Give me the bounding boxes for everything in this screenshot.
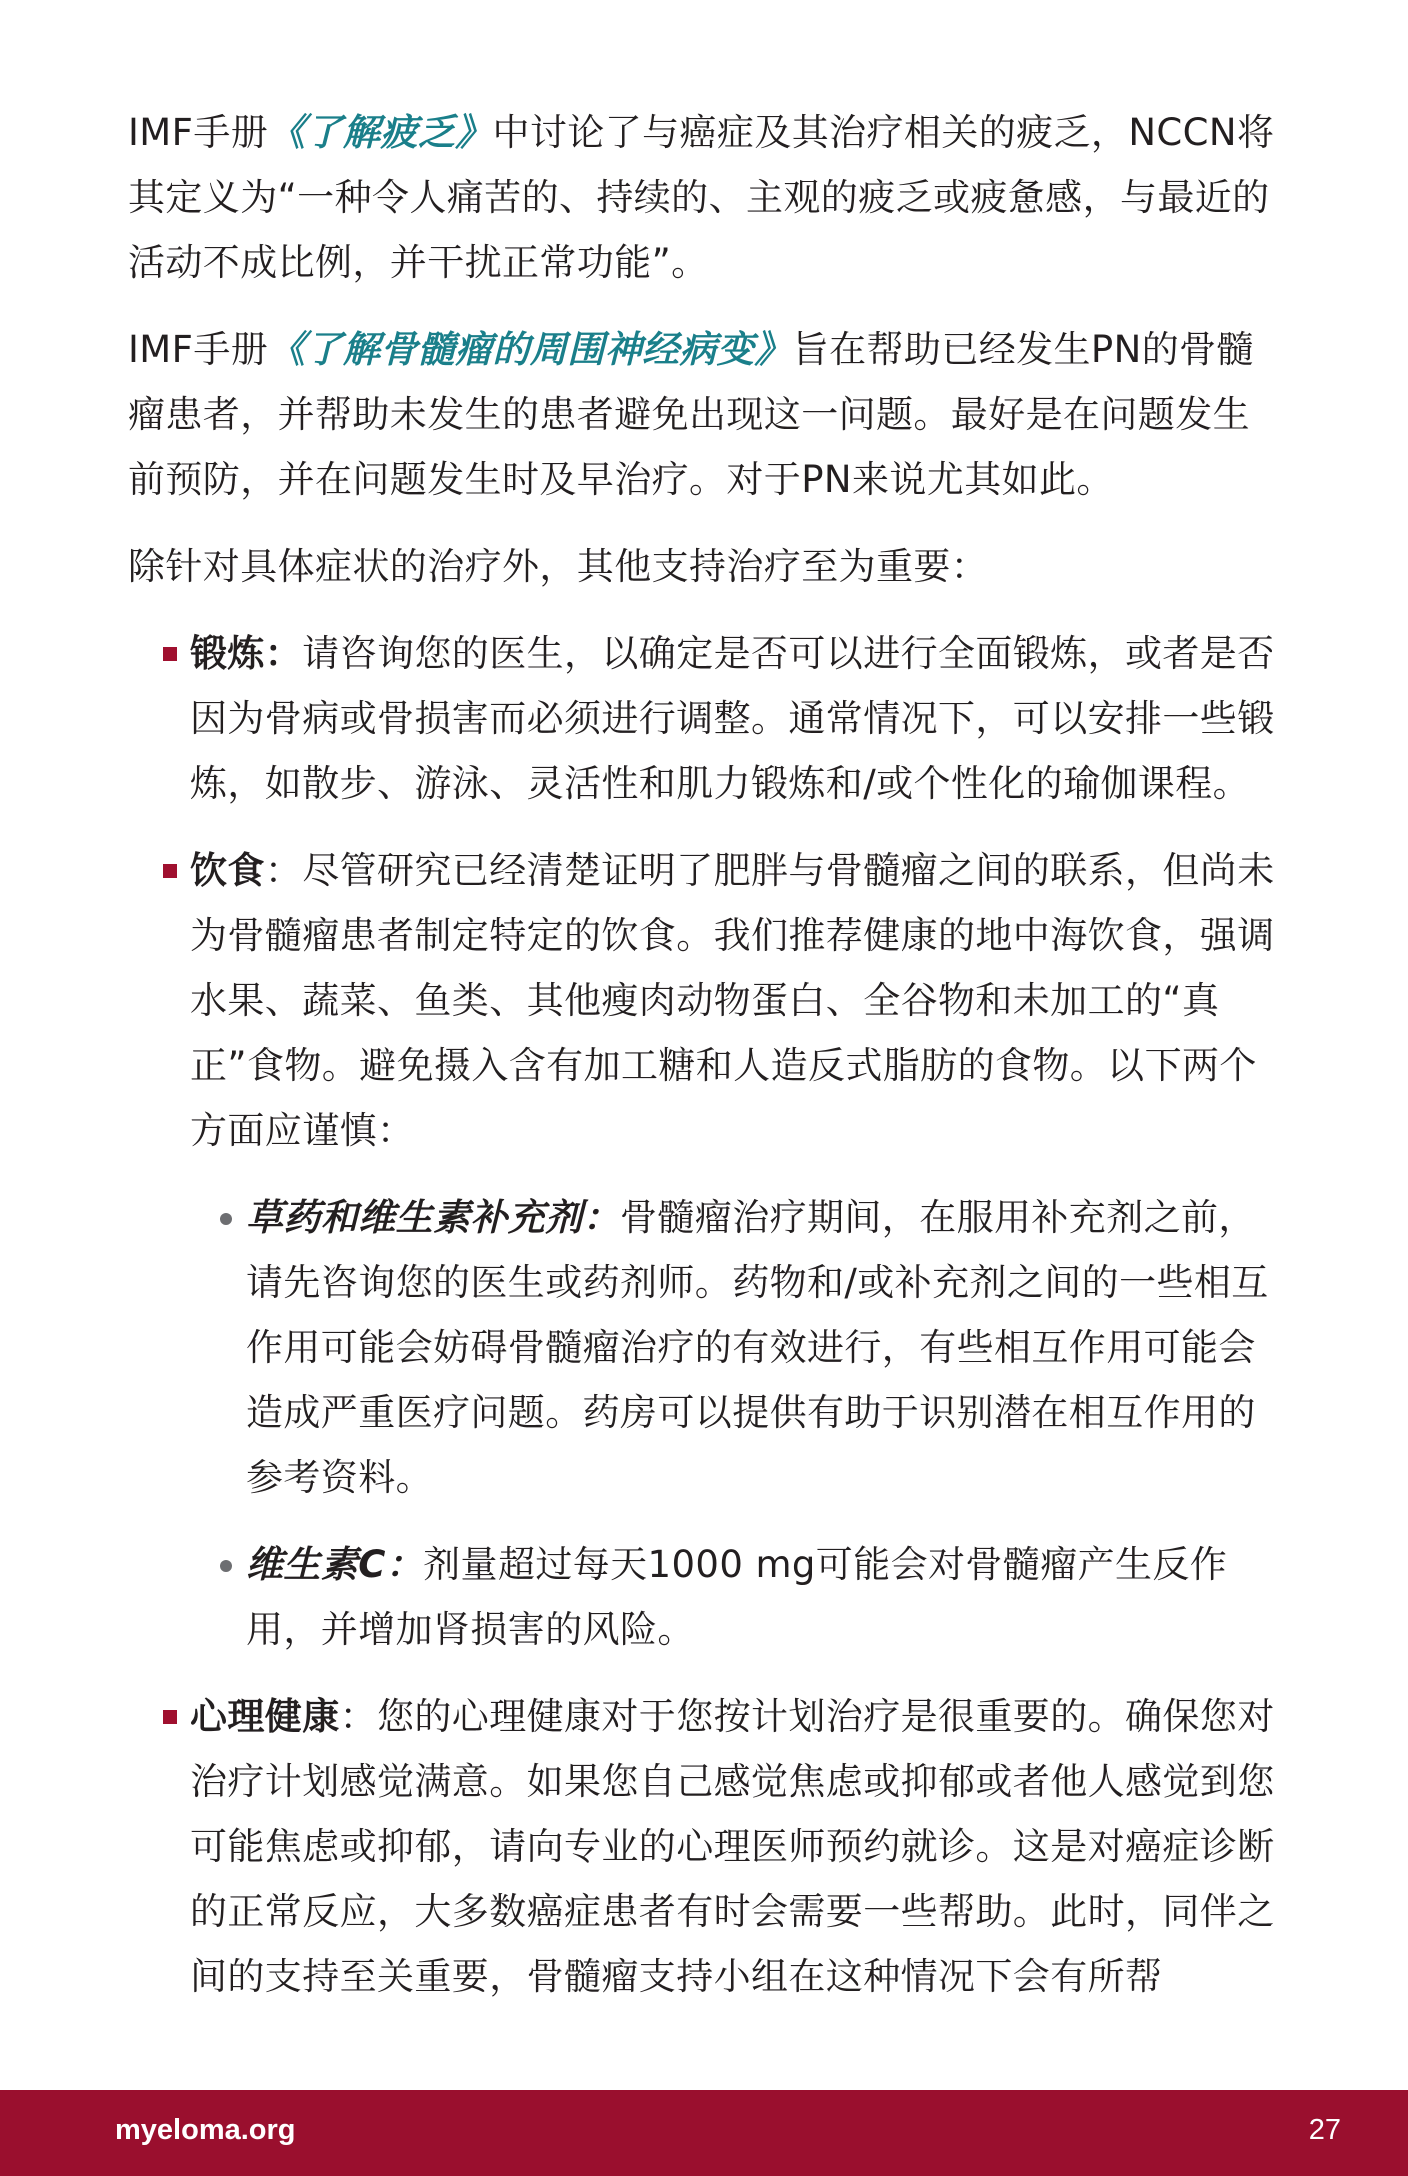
bullet-dot-icon xyxy=(220,1560,232,1572)
sub-bullet-term: 维生素C： xyxy=(246,1543,424,1586)
page-number: 27 xyxy=(1308,2114,1341,2146)
bullet-text: 请咨询您的医生，以确定是否可以进行全面锻炼，或者是否因为骨病或骨损害而必须进行调整。通常情况下，可以安排一些锻炼，如散步、游泳、灵活性和肌力锻炼和/或个性化的瑜伽课程。 xyxy=(190,632,1275,805)
document-body xyxy=(128,100,1278,2031)
footer-site-link[interactable]: myeloma.org xyxy=(115,2114,296,2146)
paragraph-prefix: IMF手册 xyxy=(128,111,269,154)
bullet-diet xyxy=(128,838,1278,1163)
paragraph-fatigue xyxy=(128,100,1278,295)
bullet-term: 饮食 xyxy=(190,849,265,892)
sub-bullet-vitamin-c xyxy=(128,1532,1278,1662)
bullet-text: ：您的心理健康对于您按计划治疗是很重要的。确保您对治疗计划感觉满意。如果您自己感觉焦虑或抑郁或者他人感觉到您可能焦虑或抑郁，请向专业的心理医师预约就诊。这是对癌症诊断的正常反应，大多数癌症患者有时会需要一些帮助。此时，同伴之间的支持至关重要，骨髓瘤支持小组在这种情况下会有所帮 xyxy=(190,1695,1275,1998)
bullet-term: 心理健康 xyxy=(190,1695,340,1738)
bullet-exercise xyxy=(128,621,1278,816)
sub-bullet-term: 草药和维生素补充剂： xyxy=(246,1196,620,1239)
paragraph-text: 中讨论了与癌症及其治疗相关的疲乏，NCCN将其定义为“一种令人痛苦的、持续的、主观的疲乏或疲惫感，与最近的活动不成比例，并干扰正常功能”。 xyxy=(128,111,1275,284)
paragraph-text: 旨在帮助已经发生PN的骨髓瘤患者，并帮助未发生的患者避免出现这一问题。最好是在问题发生前预防，并在问题发生时及早治疗。对于PN来说尤其如此。 xyxy=(128,328,1254,501)
paragraph-supportive-care: 除针对具体症状的治疗外，其他支持治疗至为重要： xyxy=(128,545,989,588)
sub-bullet-text: 剂量超过每天1000 mg可能会对骨髓瘤产生反作用，并增加肾损害的风险。 xyxy=(246,1543,1228,1651)
bullet-dot-icon xyxy=(220,1213,232,1225)
bullet-square-icon xyxy=(163,864,177,878)
bullet-square-icon xyxy=(163,1710,177,1724)
sub-bullet-herbal-supplements xyxy=(128,1185,1278,1510)
paragraph-prefix: IMF手册 xyxy=(128,328,269,371)
bullet-mental-health xyxy=(128,1684,1278,2009)
bullet-text: ：尽管研究已经清楚证明了肥胖与骨髓瘤之间的联系，但尚未为骨髓瘤患者制定特定的饮食。我们推荐健康的地中海饮食，强调水果、蔬菜、鱼类、其他瘦肉动物蛋白、全谷物和未加工的“真正”食物。避免摄入含有加工糖和人造反式脂肪的食物。以下两个方面应谨慎： xyxy=(190,849,1275,1152)
fatigue-booklet-link[interactable]: 《了解疲乏》 xyxy=(268,111,493,154)
neuropathy-booklet-link[interactable]: 《了解骨髓瘤的周围神经病变》 xyxy=(268,328,792,371)
paragraph-neuropathy xyxy=(128,317,1278,512)
bullet-square-icon xyxy=(163,647,177,661)
page-footer xyxy=(0,2090,1408,2176)
bullet-term: 锻炼： xyxy=(190,632,303,675)
sub-bullet-text: 骨髓瘤治疗期间，在服用补充剂之前，请先咨询您的医生或药剂师。药物和/或补充剂之间的一些相互作用可能会妨碍骨髓瘤治疗的有效进行，有些相互作用可能会造成严重医疗问题。药房可以提供有助于识别潜在相互作用的参考资料。 xyxy=(246,1196,1269,1499)
